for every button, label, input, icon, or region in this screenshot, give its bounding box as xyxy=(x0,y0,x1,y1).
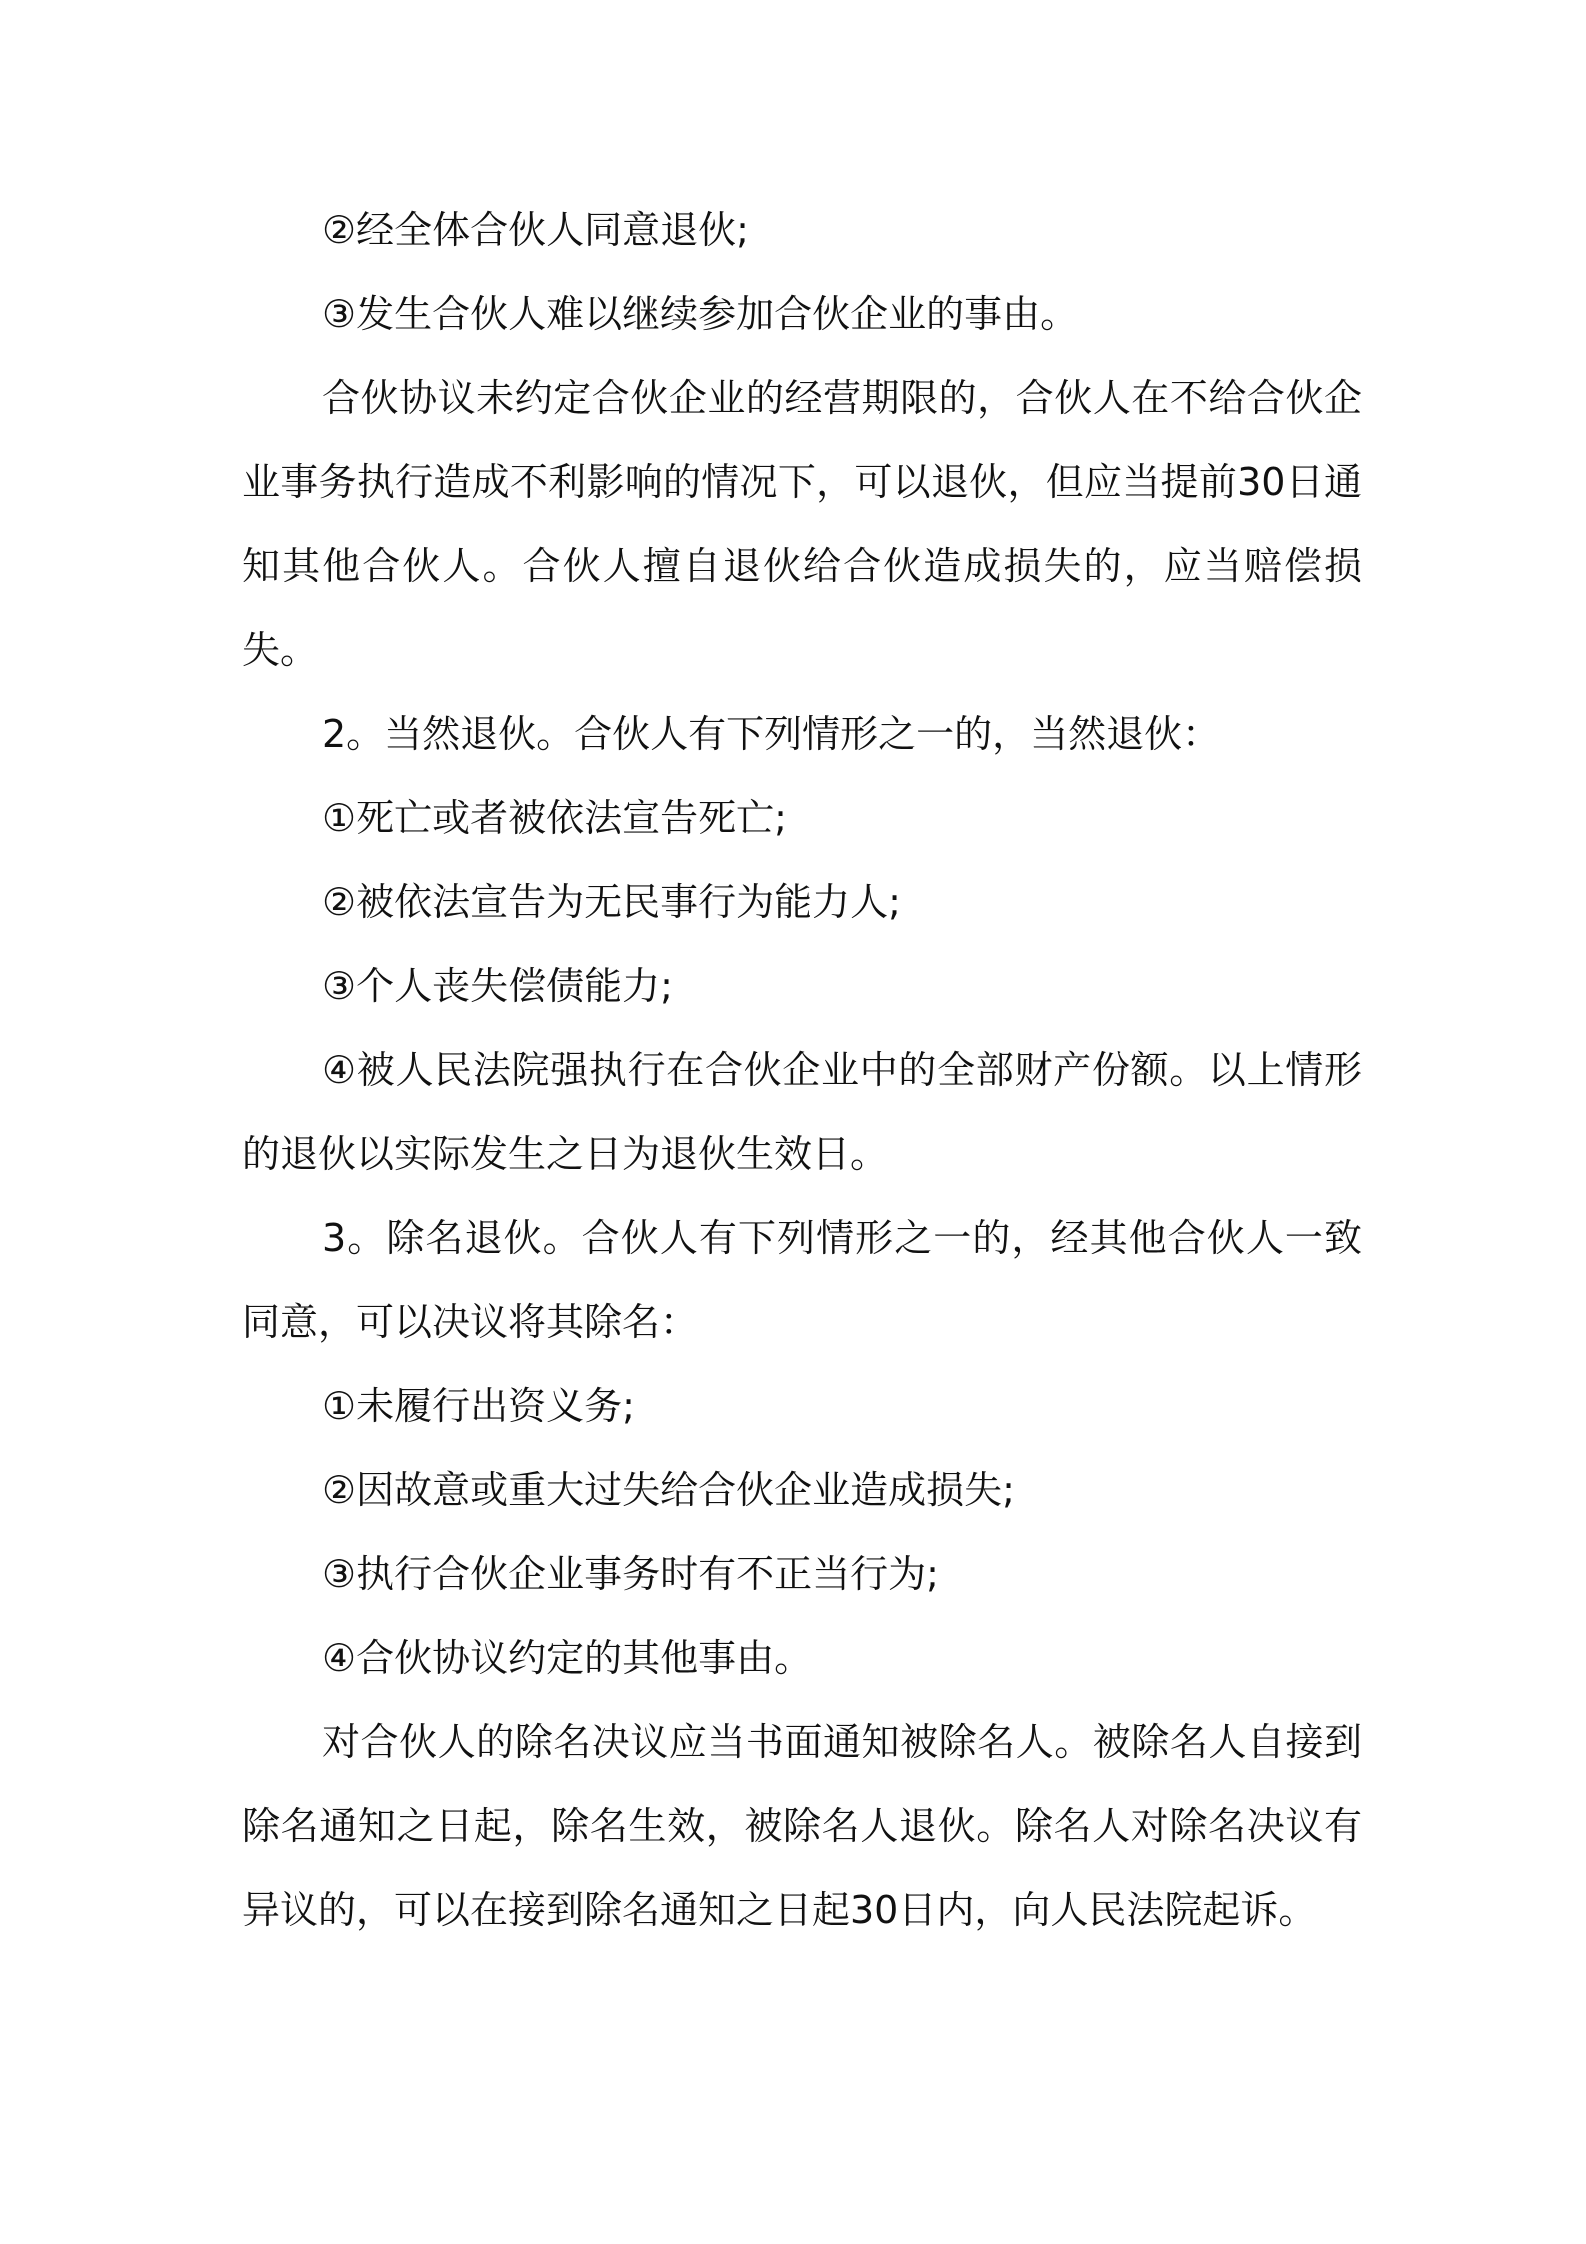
paragraph-negligence: ②因故意或重大过失给合伙企业造成损失; xyxy=(322,1468,1015,1512)
paragraph-death: ①死亡或者被依法宣告死亡; xyxy=(322,796,787,840)
paragraph-insolvency: ③个人丧失偿债能力; xyxy=(322,964,673,1008)
paragraph-consent-withdrawal: ②经全体合伙人同意退伙; xyxy=(322,208,749,252)
paragraph-natural-withdrawal-heading: 2。当然退伙。合伙人有下列情形之一的，当然退伙： xyxy=(322,712,1221,756)
paragraph-no-capital: ①未履行出资义务; xyxy=(322,1384,635,1428)
paragraph-incapacity: ②被依法宣告为无民事行为能力人; xyxy=(322,880,901,924)
paragraph-expulsion-notice: 对合伙人的除名决议应当书面通知被除名人。被除名人自接到除名通知之日起，除名生效，被除名人退伙。除名人对除名决议有异议的，可以在接到除名通知之日起30日内，向人民法院起诉。 xyxy=(242,1720,1362,1932)
paragraph-no-term-withdrawal: 合伙协议未约定合伙企业的经营期限的，合伙人在不给合伙企业事务执行造成不利影响的情况下，可以退伙，但应当提前30日通知其他合伙人。合伙人擅自退伙给合伙造成损失的，应当赔偿损失。 xyxy=(242,376,1362,672)
paragraph-other-reasons: ④合伙协议约定的其他事由。 xyxy=(322,1636,813,1680)
paragraph-court-enforcement: ④被人民法院强执行在合伙企业中的全部财产份额。以上情形的退伙以实际发生之日为退伙生效日。 xyxy=(242,1048,1362,1176)
document-body xyxy=(242,188,1362,1952)
paragraph-difficult-continue: ③发生合伙人难以继续参加合伙企业的事由。 xyxy=(322,292,1079,336)
paragraph-improper-conduct: ③执行合伙企业事务时有不正当行为; xyxy=(322,1552,939,1596)
paragraph-expulsion-heading: 3。除名退伙。合伙人有下列情形之一的，经其他合伙人一致同意，可以决议将其除名： xyxy=(242,1216,1362,1344)
